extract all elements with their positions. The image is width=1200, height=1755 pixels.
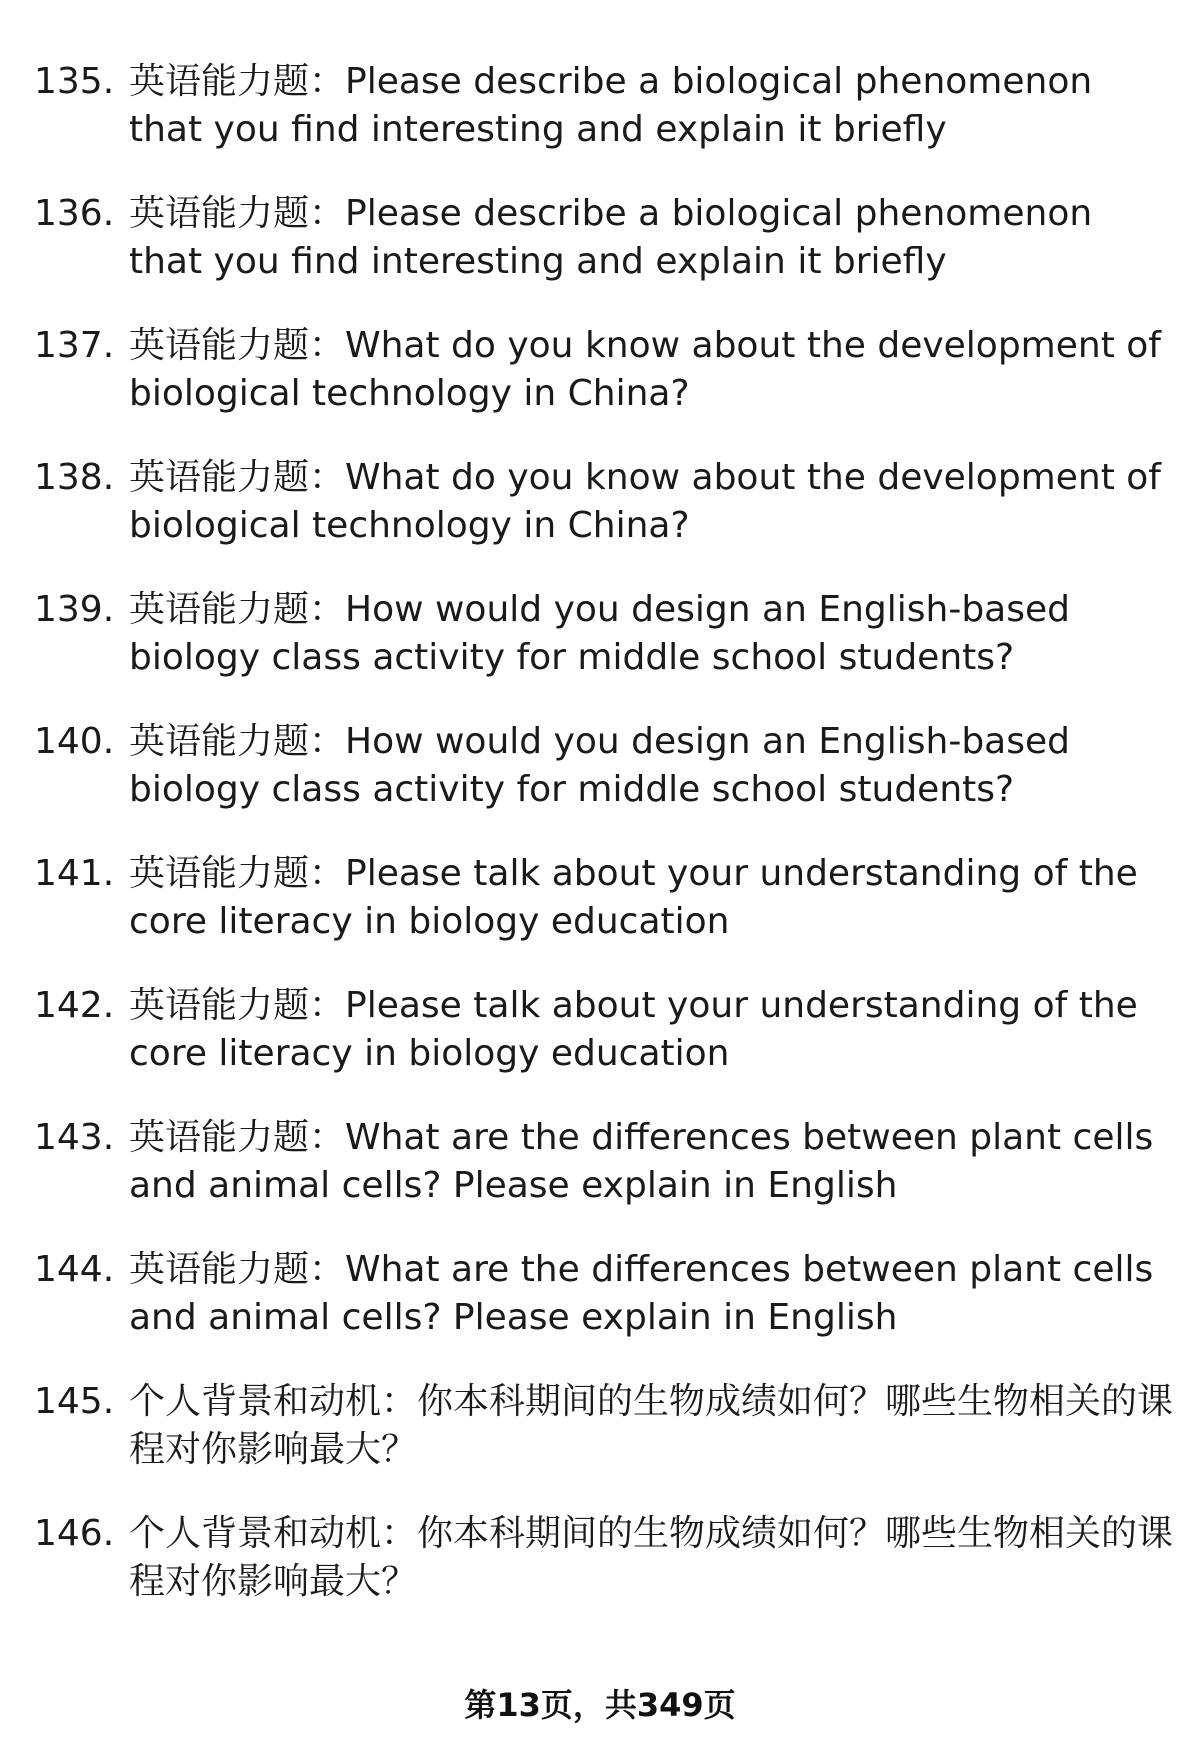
list-item bbox=[34, 190, 1174, 286]
question-number: 142. bbox=[34, 985, 115, 1026]
list-item bbox=[34, 1246, 1174, 1342]
question-text: 英语能力题：Please describe a biological phenomenon that you find interesting and explain it briefly bbox=[129, 193, 1093, 282]
question-number: 138. bbox=[34, 457, 115, 498]
question-number: 146. bbox=[34, 1513, 115, 1554]
list-item bbox=[34, 1378, 1174, 1474]
question-number: 135. bbox=[34, 61, 115, 102]
question-text: 个人背景和动机：你本科期间的生物成绩如何？哪些生物相关的课程对你影响最大？ bbox=[129, 1513, 1174, 1602]
question-text: 个人背景和动机：你本科期间的生物成绩如何？哪些生物相关的课程对你影响最大？ bbox=[129, 1381, 1174, 1470]
question-text: 英语能力题：What are the differences between plant cells and animal cells? Please explain in English bbox=[129, 1117, 1154, 1206]
question-number: 139. bbox=[34, 589, 115, 630]
list-item bbox=[34, 322, 1174, 418]
question-number: 140. bbox=[34, 721, 115, 762]
page-footer: 第13页，共349页 bbox=[464, 1686, 736, 1724]
question-text: 英语能力题：What do you know about the development of biological technology in China? bbox=[129, 457, 1161, 546]
question-text: 英语能力题：What do you know about the development of biological technology in China? bbox=[129, 325, 1161, 414]
list-item bbox=[34, 1510, 1174, 1606]
question-number: 145. bbox=[34, 1381, 115, 1422]
question-text: 英语能力题：How would you design an English-based biology class activity for middle school students? bbox=[129, 721, 1070, 810]
question-number: 141. bbox=[34, 853, 115, 894]
list-item bbox=[34, 982, 1174, 1078]
list-item bbox=[34, 850, 1174, 946]
list-item bbox=[34, 454, 1174, 550]
question-text: 英语能力题：Please talk about your understanding of the core literacy in biology education bbox=[129, 853, 1138, 942]
question-text: 英语能力题：How would you design an English-based biology class activity for middle school students? bbox=[129, 589, 1070, 678]
question-text: 英语能力题：Please talk about your understanding of the core literacy in biology education bbox=[129, 985, 1138, 1074]
question-number: 144. bbox=[34, 1249, 115, 1290]
question-number: 143. bbox=[34, 1117, 115, 1158]
list-item bbox=[34, 586, 1174, 682]
question-text: 英语能力题：What are the differences between plant cells and animal cells? Please explain in English bbox=[129, 1249, 1154, 1338]
list-item bbox=[34, 58, 1174, 154]
question-number: 137. bbox=[34, 325, 115, 366]
question-list bbox=[34, 58, 1174, 1642]
question-number: 136. bbox=[34, 193, 115, 234]
list-item bbox=[34, 718, 1174, 814]
question-text: 英语能力题：Please describe a biological phenomenon that you find interesting and explain it briefly bbox=[129, 61, 1093, 150]
list-item bbox=[34, 1114, 1174, 1210]
